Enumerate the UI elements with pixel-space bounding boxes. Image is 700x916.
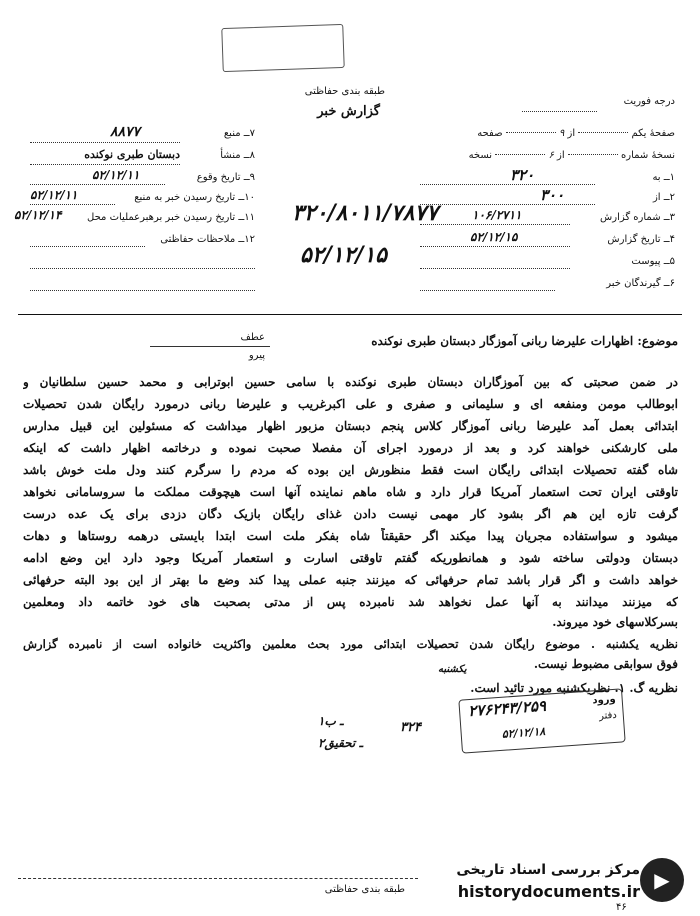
bottom-note-2: ۲ـ تحقیق — [318, 736, 363, 750]
body-line-2: ابوطالب مومن ومنفعه ای و سلیمانی و صفری و علی اکبرغریب و علیرضا ربانی درمورد رایگان شدن تحصیلات — [23, 397, 678, 411]
history-center-logo: ▶ — [640, 858, 684, 902]
stamp-label: ورود — [592, 693, 617, 707]
incoming-stamp — [458, 688, 625, 753]
field-received-source-value: ۵۲/۱۲/۱۱ — [30, 188, 78, 202]
field-report-no-value: ۱۰۶/۲۷۱۱ — [472, 208, 522, 222]
page-number: ۴۶ — [616, 902, 627, 913]
body-line-3: ابتدائی بعمل آمد علیرضا ربانی آموزگار کلاس پنجم دبستان مزبور اظهار میداشت که مسئولین این قبیل مدارس — [23, 419, 678, 433]
handwritten-ref-number: ۳۲۰/۸۰۱۱/۷۸۷۷ — [292, 200, 439, 226]
field-page: صفحهٔ یکم از ۹ صفحه — [477, 128, 675, 139]
field-to-value: ۳۲۰ — [510, 166, 535, 184]
website: historydocuments.ir — [457, 882, 640, 901]
priority-label: درجه فوریت — [623, 96, 675, 107]
classification-top: طبقه بندی حفاظتی — [304, 86, 385, 97]
field-attachment-label: ۵ــ پیوست — [631, 256, 675, 267]
opinion-line-3: نظریه گ. ۱. نظریکشنبه مورد تائید است. — [470, 681, 678, 695]
top-stamp — [221, 24, 344, 72]
body-line-9: دبستان ودولتی ساخته شود و همانطوریکه گفتم تاوقتی اسارت و استعمار آمریکا وجود دارد این وضع ادامه — [23, 551, 678, 565]
field-recipients-label: ۶ــ گیرندگان خبر — [606, 278, 675, 289]
field-report-no-label: ۳ــ شماره گزارش — [600, 212, 675, 223]
field-security-notes-label: ۱۲ــ ملاحظات حفاظتی — [160, 234, 255, 245]
field-received-source-label: ۱۰ــ تاریخ رسیدن خبر به منبع — [134, 192, 255, 203]
field-origin-label: ۸ــ منشأ — [220, 150, 255, 161]
body-line-11: که میزنند میدانند به آنها عمل نخواهد شد نامبرده پس از مدتی بصحبت های خود خاتمه داد ومعلمین — [23, 595, 678, 609]
atf-label: عطف — [240, 332, 265, 343]
body-line-5: شاه گفته تحصیلات ابتدائی رایگان است فقط منظورش این بوده که مردم را سرگرم کنند ودل ملت خوش باشد — [23, 463, 678, 477]
field-source-value: ۸۸۷۷ — [110, 124, 141, 140]
body-line-8: میشود و سواستفاده مجریان پیدا میکند اگر حقیقتاً شاه بفکر ملت است ابتدا بایستی درهمه روستاها و دهات — [23, 529, 678, 543]
stamp-extra-number: ۳۲۴ — [400, 720, 421, 735]
subject-line: موضوع: اظهارات علیرضا ربانی آموزگار دبستان طبری نوکنده — [371, 334, 678, 348]
body-line-4: ملی کارشکنی خواهند کرد و بعد از درمورد اجرای آن مفصلا صحبت نموده و درخاتمه اظهار داشت که اینکه — [23, 441, 678, 455]
body-line-1: در ضمن صحبتی که بین آموزگاران دبستان طبری نوکنده با سامی حسین ابوترابی و محمد حسین سلطانیان و — [23, 375, 678, 389]
center-name: مرکز بررسی اسناد تاریخی — [456, 862, 640, 878]
body-line-10: خواهد داشت و اگر قرار باشد تمام حرفهائی که میزنند جنبه عملی پیدا کند وضع ما بهتر از این بود البته حرفهائی — [23, 573, 678, 587]
field-report-date-value: ۵۲/۱۲/۱۵ — [470, 230, 518, 244]
peyro-label: پیرو — [248, 350, 265, 361]
field-from-value: ۳۰۰ — [540, 186, 565, 204]
stamp-date: ۵۲/۱۲/۱۸ — [501, 724, 546, 741]
body-line-7: گرفت تازه این هم اگر بشود کار مهمی نیست دادن غذای رایگان بازیک دگان دزدی برای یک عده درست — [23, 507, 678, 521]
field-received-ops-label: ۱۱ــ تاریخ رسیدن خبر برهبرعملیات محل — [87, 212, 255, 223]
field-copy: نسخهٔ شماره از ۶ نسخه — [468, 150, 675, 161]
stamp-number: ۲۷۶۲۴۳/۲۵۹ — [467, 696, 547, 721]
body-line-12: بسرکلاسهای خود میروند. — [552, 615, 678, 629]
field-to-label: ۱ــ به — [652, 172, 675, 183]
body-line-6: تاوقتی ایران تحت استعمار آمریکا قرار دارد و شاه ماهم نماینده آنها است هیچوقت مملکت ما سروسامانی نخواهد — [23, 485, 678, 499]
field-report-date-label: ۴ــ تاریخ گزارش — [607, 234, 675, 245]
field-received-ops-value: ۵۲/۱۲/۱۴ — [14, 208, 62, 222]
field-origin-value: دبستان طبری نوکنده — [84, 148, 180, 161]
field-from-label: ۲ــ از — [652, 192, 675, 203]
handwritten-ref-date: ۵۲/۱۲/۱۵ — [300, 242, 387, 268]
field-occurrence-label: ۹ــ تاریخ وقوع — [196, 172, 255, 183]
opinion-line-2: فوق سوابقی مضبوط نیست. — [533, 657, 678, 671]
opinion-line-1: نظریه یکشنبه . موضوع رایگان شدن تحصیلات ابتدائی مورد بحث معلمین واکثریت خانواده است از نامبرده گزارش — [23, 637, 678, 651]
classification-bottom: طبقه بندی حفاظتی — [324, 884, 405, 895]
stamp-sub: دفتر — [598, 709, 618, 722]
field-source-label: ۷ــ منبع — [223, 128, 255, 139]
report-title: گزارش خبر — [317, 104, 380, 119]
bottom-note-1: ۱ـ ب — [318, 714, 344, 728]
field-occurrence-value: ۵۲/۱۲/۱۱ — [92, 168, 140, 182]
opinion-signature: یکشنبه — [438, 664, 467, 675]
